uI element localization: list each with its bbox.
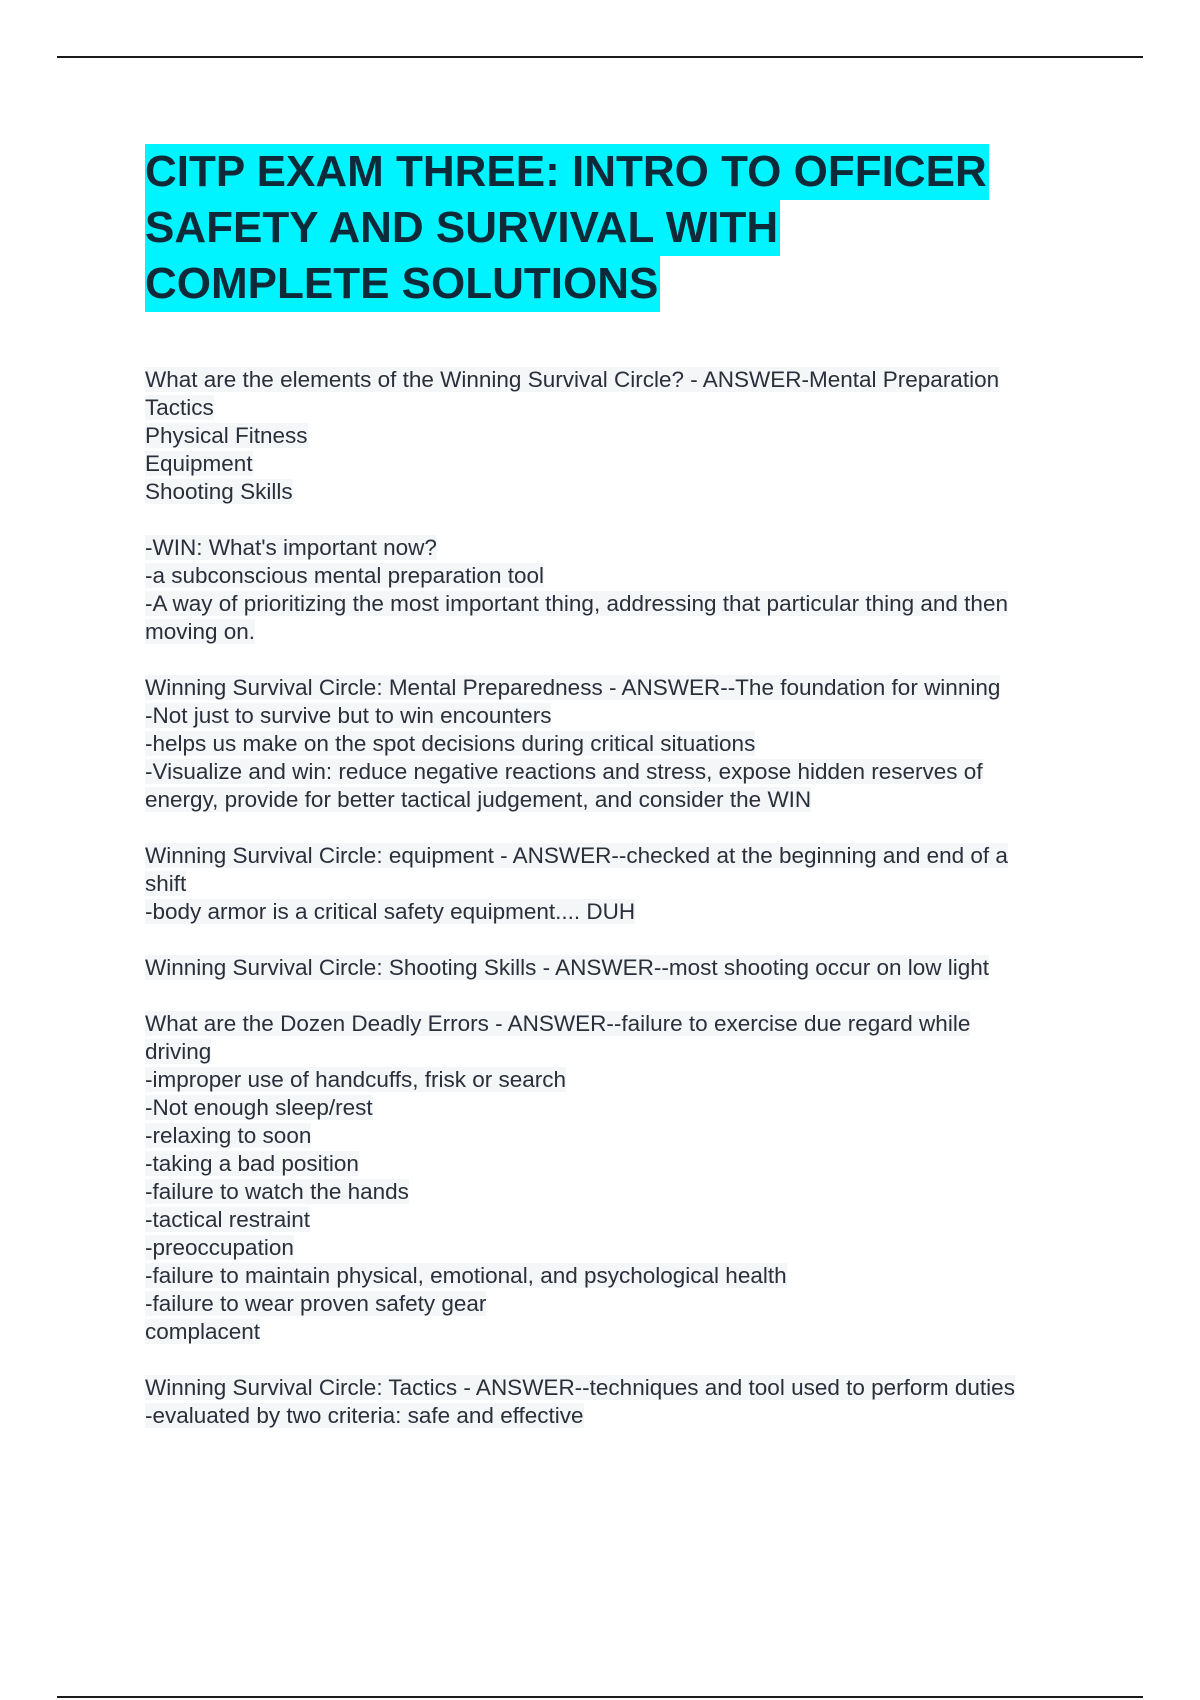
top-divider xyxy=(57,56,1143,58)
qa-question-line xyxy=(145,674,1105,702)
qa-text: Winning Survival Circle: Tactics - ANSWER--techniques and tool used to perform duties xyxy=(145,1375,1015,1400)
qa-answer-line xyxy=(145,898,1105,926)
bottom-divider xyxy=(57,1696,1143,1698)
qa-question-line xyxy=(145,1374,1105,1402)
qa-text: -body armor is a critical safety equipment.... DUH xyxy=(145,899,636,924)
qa-text: -failure to wear proven safety gear xyxy=(145,1291,487,1316)
qa-answer-line xyxy=(145,1122,1105,1150)
qa-text: -taking a bad position xyxy=(145,1151,359,1176)
qa-question-line xyxy=(145,842,1105,870)
qa-block xyxy=(145,674,1105,814)
qa-answer-line xyxy=(145,786,1105,814)
qa-text: -preoccupation xyxy=(145,1235,294,1260)
qa-answer-line xyxy=(145,1066,1105,1094)
qa-question-line xyxy=(145,954,1105,982)
qa-answer-line xyxy=(145,394,1105,422)
qa-text: -A way of prioritizing the most important thing, addressing that particular thing and then xyxy=(145,591,1008,616)
qa-answer-line xyxy=(145,702,1105,730)
qa-text: driving xyxy=(145,1039,212,1064)
qa-text: -relaxing to soon xyxy=(145,1123,312,1148)
qa-block xyxy=(145,1374,1105,1430)
qa-answer-line xyxy=(145,1150,1105,1178)
qa-answer-line xyxy=(145,450,1105,478)
qa-block xyxy=(145,534,1105,646)
qa-text: Winning Survival Circle: Mental Preparedness - ANSWER--The foundation for winning xyxy=(145,675,1001,700)
qa-answer-line xyxy=(145,758,1105,786)
qa-text: -helps us make on the spot decisions during critical situations xyxy=(145,731,756,756)
qa-block xyxy=(145,366,1105,506)
qa-text: Physical Fitness xyxy=(145,423,308,448)
qa-text: -failure to maintain physical, emotional, and psychological health xyxy=(145,1263,787,1288)
qa-answer-line xyxy=(145,1290,1105,1318)
qa-text: energy, provide for better tactical judgement, and consider the WIN xyxy=(145,787,812,812)
qa-text: complacent xyxy=(145,1319,261,1344)
qa-answer-line xyxy=(145,1402,1105,1430)
qa-text: Winning Survival Circle: equipment - ANSWER--checked at the beginning and end of a xyxy=(145,843,1008,868)
qa-block xyxy=(145,1010,1105,1346)
qa-answer-line xyxy=(145,1262,1105,1290)
qa-text: moving on. xyxy=(145,619,256,644)
qa-text: -WIN: What's important now? xyxy=(145,535,437,560)
qa-text: -Not enough sleep/rest xyxy=(145,1095,373,1120)
qa-answer-line xyxy=(145,1234,1105,1262)
qa-question-line xyxy=(145,1010,1105,1038)
qa-answer-line xyxy=(145,618,1105,646)
qa-text: Equipment xyxy=(145,451,253,476)
qa-answer-line xyxy=(145,590,1105,618)
qa-answer-line xyxy=(145,478,1105,506)
qa-question-line xyxy=(145,534,1105,562)
title-line: COMPLETE SOLUTIONS xyxy=(145,256,660,312)
qa-answer-line xyxy=(145,1318,1105,1346)
qa-text: Winning Survival Circle: Shooting Skills - ANSWER--most shooting occur on low light xyxy=(145,955,990,980)
qa-answer-line xyxy=(145,1178,1105,1206)
qa-block xyxy=(145,954,1105,982)
qa-answer-line xyxy=(145,1038,1105,1066)
qa-question-line xyxy=(145,366,1105,394)
qa-text: -tactical restraint xyxy=(145,1207,311,1232)
qa-text: Shooting Skills xyxy=(145,479,293,504)
qa-answer-line xyxy=(145,562,1105,590)
qa-answer-line xyxy=(145,730,1105,758)
qa-answer-line xyxy=(145,422,1105,450)
qa-answer-line xyxy=(145,1094,1105,1122)
qa-text: What are the Dozen Deadly Errors - ANSWER--failure to exercise due regard while xyxy=(145,1011,971,1036)
qa-text: -a subconscious mental preparation tool xyxy=(145,563,544,588)
qa-text: -improper use of handcuffs, frisk or search xyxy=(145,1067,567,1092)
qa-text: -Visualize and win: reduce negative reactions and stress, expose hidden reserves of xyxy=(145,759,983,784)
qa-text: shift xyxy=(145,871,187,896)
qa-text: Tactics xyxy=(145,395,214,420)
qa-answer-line xyxy=(145,870,1105,898)
document-title xyxy=(145,144,1105,312)
qa-answer-line xyxy=(145,1206,1105,1234)
title-line: CITP EXAM THREE: INTRO TO OFFICER xyxy=(145,144,989,200)
qa-text: -failure to watch the hands xyxy=(145,1179,409,1204)
qa-text: -Not just to survive but to win encounters xyxy=(145,703,552,728)
qa-text: What are the elements of the Winning Survival Circle? - ANSWER-Mental Preparation xyxy=(145,367,1000,392)
title-line: SAFETY AND SURVIVAL WITH xyxy=(145,200,780,256)
qa-block xyxy=(145,842,1105,926)
qa-content xyxy=(145,366,1105,1458)
qa-text: -evaluated by two criteria: safe and effective xyxy=(145,1403,584,1428)
